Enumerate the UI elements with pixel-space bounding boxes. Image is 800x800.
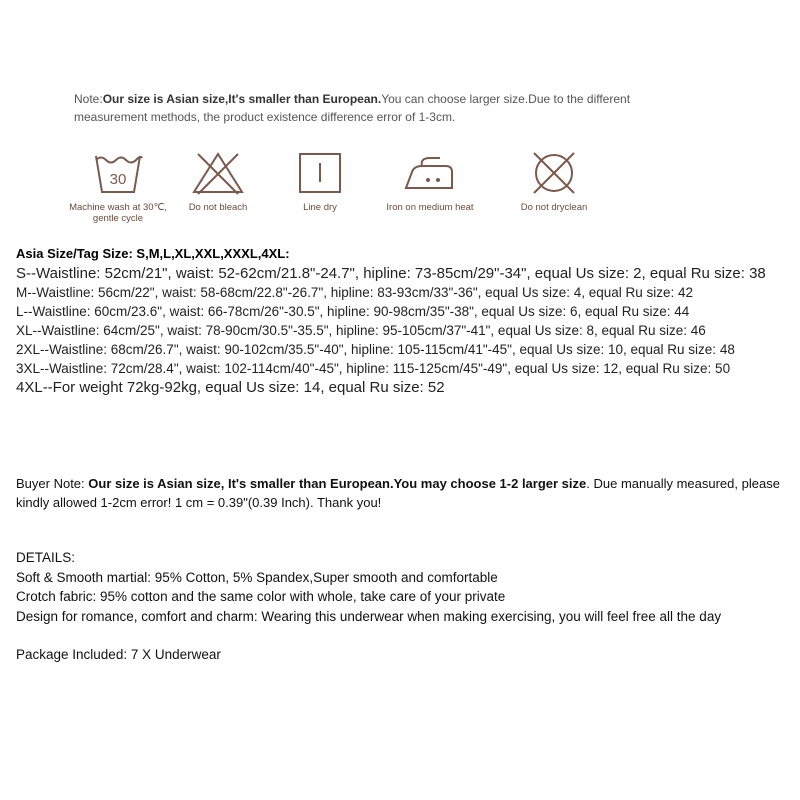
buyer-note (16, 474, 786, 512)
do-not-bleach-icon (190, 150, 246, 196)
iron-label: Iron on medium heat (386, 202, 474, 213)
care-item-bleach (168, 150, 268, 213)
note-rest: You can choose larger size.Due to the different measurement methods, the product existence difference error of 1-3cm. (74, 92, 631, 124)
size-row-2xl: 2XL--Waistline: 68cm/26.7", waist: 90-102cm/35.5"-40", hipline: 105-115cm/41"-45", equal Us size: 10, equal Ru size: 48 (16, 342, 735, 357)
details-section (16, 548, 796, 665)
note-bold: Our size is Asian size,It's smaller than European. (102, 92, 382, 106)
size-row-m: M--Waistline: 56cm/22", waist: 58-68cm/22.8"-26.7", hipline: 83-93cm/33"-36", equal Us size: 4, equal Ru size: 42 (16, 285, 694, 300)
svg-text:30: 30 (109, 171, 127, 188)
wash-label: Machine wash at 30℃, gentle cycle (69, 202, 167, 224)
care-item-wash (68, 150, 168, 224)
size-row-4xl: 4XL--For weight 72kg-92kg, equal Us size: 14, equal Ru size: 52 (16, 379, 445, 396)
machine-wash-30-icon (90, 150, 146, 196)
details-line: Design for romance, comfort and charm: Wearing this underwear when making exercising, you will feel free all the day (16, 608, 722, 624)
dry-label: Line dry (303, 202, 337, 213)
size-row-l: L--Waistline: 60cm/23.6", waist: 66-78cm/26"-30.5", hipline: 90-98cm/35"-38", equal Us size: 6, equal Ru size: 44 (16, 304, 690, 319)
buyer-note-bold: Our size is Asian size, It's smaller than European.You may choose 1-2 larger size (88, 476, 587, 491)
iron-medium-heat-icon (400, 150, 460, 196)
size-note (74, 90, 674, 126)
size-row-s: S--Waistline: 52cm/21", waist: 52-62cm/21.8"-24.7", hipline: 73-85cm/29"-34", equal Us size: 2, equal Ru size: 38 (16, 265, 766, 282)
bleach-label: Do not bleach (188, 202, 248, 213)
details-line: Crotch fabric: 95% cotton and the same color with whole, take care of your private (16, 589, 506, 604)
size-chart-title: Asia Size/Tag Size: S,M,L,XL,XXL,XXXL,4XL: (16, 246, 290, 261)
line-dry-icon (292, 150, 348, 196)
care-item-dry (270, 150, 370, 213)
do-not-dryclean-icon (526, 150, 582, 196)
dryclean-label: Do not dryclean (520, 202, 588, 213)
care-item-iron (380, 150, 480, 213)
details-heading: DETAILS: (16, 550, 76, 565)
size-row-3xl: 3XL--Waistline: 72cm/28.4", waist: 102-114cm/40"-45", hipline: 115-125cm/45"-49", equal Us size: 12, equal Ru size: 50 (16, 361, 731, 376)
buyer-note-rest: . Due manually measured, please kindly allowed 1-2cm error! 1 cm = 0.39"(0.39 Inch). Thank you! (16, 476, 780, 510)
note-prefix: Note: (74, 92, 103, 106)
buyer-note-prefix: Buyer Note: (16, 476, 89, 491)
size-chart (16, 244, 796, 397)
care-item-dryclean (504, 150, 604, 213)
details-line: Soft & Smooth martial: 95% Cotton, 5% Spandex,Super smooth and comfortable (16, 569, 498, 585)
care-instructions (69, 150, 634, 230)
package-included: Package Included: 7 X Underwear (16, 647, 221, 662)
size-row-xl: XL--Waistline: 64cm/25", waist: 78-90cm/30.5"-35.5", hipline: 95-105cm/37"-41", equal Us size: 8, equal Ru size: 46 (16, 323, 706, 338)
